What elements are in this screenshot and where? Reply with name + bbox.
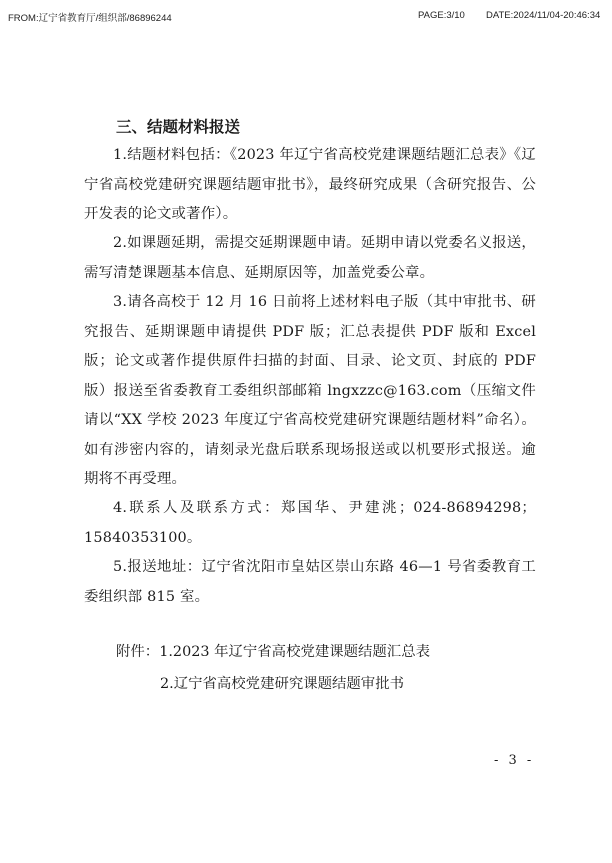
attachment-label: 附件： [116,644,160,660]
paragraph-extension [84,229,536,288]
paragraph-submission [84,288,536,495]
paragraph-text: 5.报送地址：辽宁省沈阳市皇姑区崇山东路 46—1 号省委教育工委组织部 815 室。 [84,559,536,605]
section-title: 三、结题材料报送 [116,118,241,136]
attachment-line-2 [160,672,404,693]
fax-sender: FROM:辽宁省教育厅/组织部/86896244 [8,13,172,24]
attachment-item-approval-form: 2.辽宁省高校党建研究课题结题审批书 [160,676,404,692]
fax-page-count: PAGE:3/10 [418,10,465,21]
attachment-line-1 [116,640,430,661]
paragraph-text: 1.结题材料包括：《2023 年辽宁省高校党建课题结题汇总表》《辽宁省高校党建研究课题结题审批书》，最终研究成果（含研究报告、公开发表的论文或著作）。 [84,147,536,222]
paragraph-text: 3.请各高校于 12 月 16 日前将上述材料电子版（其中审批书、研究报告、延期课题申请提供 PDF 版；汇总表提供 PDF 版和 Excel 版；论文或著作提供原件扫描的封面、目录、论文页、封底的 PDF 版）报送至省委教育工委组织部邮箱 lngxzzc@163.com（压缩文件请以“XX 学校 2023 年度辽宁省高校党建研究课题结题材料”命名）。如有涉密内容的，请刻录光盘后联系现场报送或以机要形式报送。逾期将不再受理。 [84,294,536,487]
fax-datetime: DATE:2024/11/04-20:46:34 [486,10,601,21]
page-number: - 3 - [494,753,535,768]
paragraph-address [84,553,536,612]
fax-header [8,10,604,24]
paragraph-materials [84,141,536,230]
paragraph-text: 4.联系人及联系方式：郑国华、尹建洮；024-86894298；15840353100。 [84,500,536,546]
paragraph-text: 2.如课题延期，需提交延期课题申请。延期申请以党委名义报送，需写清楚课题基本信息、延期原因等，加盖党委公章。 [84,235,536,281]
attachment-item-summary-table: 1.2023 年辽宁省高校党建课题结题汇总表 [159,644,430,660]
paragraph-contact [84,494,536,553]
